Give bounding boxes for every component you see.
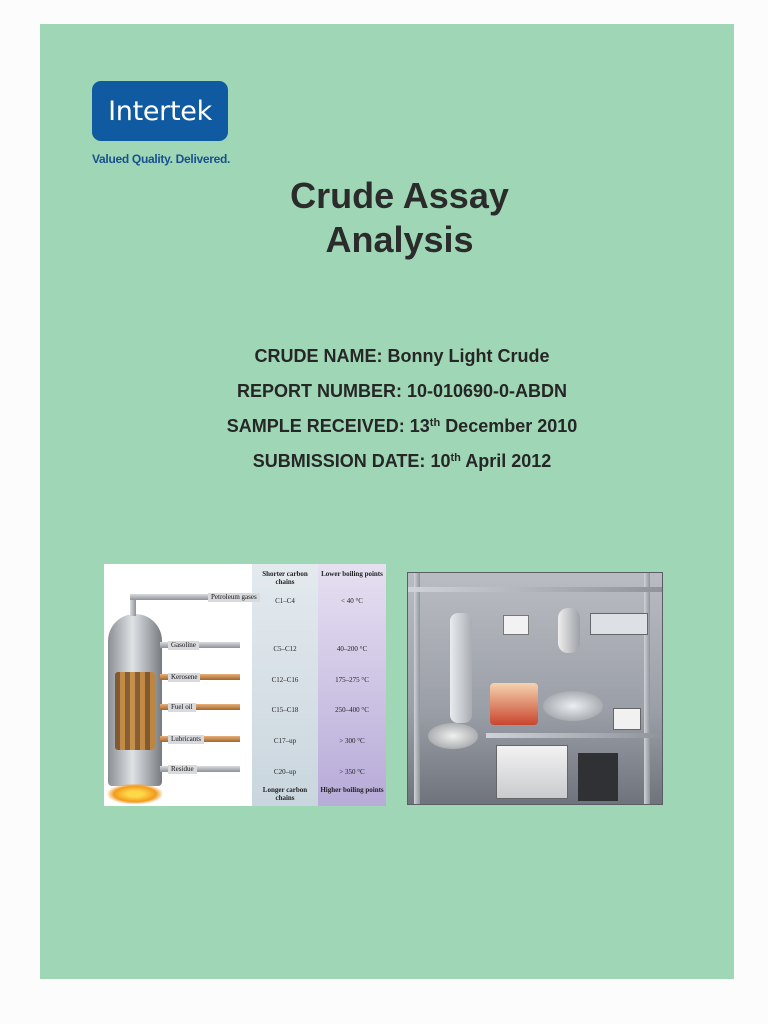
lab-apparatus-photo (407, 572, 663, 805)
title-line-1: Crude Assay (290, 175, 509, 216)
chain-cell: C17–up (273, 737, 297, 745)
boiling-cell: 40–200 °C (336, 645, 368, 653)
tower-trays (115, 672, 155, 750)
report-number-row (40, 374, 764, 409)
submission-date-row (40, 444, 764, 479)
page-title (40, 174, 734, 262)
sample-received-label: SAMPLE RECEIVED: (226, 416, 405, 436)
chains-header: Shorter carbon chains (262, 570, 308, 586)
photo-heating-mantle (543, 691, 603, 721)
photo-frame-post (414, 573, 420, 804)
photo-dark-unit (578, 753, 618, 801)
label-fuel-oil: Fuel oil (168, 703, 196, 712)
label-petroleum-gases: Petroleum gases (208, 593, 260, 602)
crude-name-row (40, 339, 764, 374)
boiling-cell: < 40 °C (341, 597, 363, 605)
boiling-cell: 250–400 °C (335, 706, 369, 714)
submission-date-suffix: th (450, 452, 461, 464)
sample-received-day: 13 (409, 416, 430, 436)
boiling-footer: Higher boiling points (320, 786, 384, 794)
label-lubricants: Lubricants (168, 735, 204, 744)
boiling-cell: > 350 °C (339, 768, 365, 776)
boiling-header: Lower boiling points (321, 570, 383, 578)
sample-received-row (40, 409, 764, 444)
crude-name-value: Bonny Light Crude (387, 346, 550, 366)
boiling-cell: > 300 °C (339, 737, 365, 745)
photo-small-box (613, 708, 641, 730)
chain-cell: C15–C18 (271, 706, 299, 714)
photo-bowl (428, 723, 478, 749)
report-number-label: REPORT NUMBER: (236, 381, 402, 401)
photo-column (450, 613, 472, 723)
label-kerosene: Kerosene (168, 673, 200, 682)
submission-date-rest: April 2012 (465, 451, 552, 471)
chain-cell: C1–C4 (275, 597, 295, 605)
photo-base-unit (496, 745, 568, 799)
sample-received-rest: December 2010 (445, 416, 578, 436)
submission-date-day: 10 (430, 451, 451, 471)
report-number-value: 10-010690-0-ABDN (406, 381, 568, 401)
photo-frame-rail (408, 587, 662, 592)
logo-text: Intertek (108, 95, 212, 127)
furnace-flame (108, 784, 162, 804)
chain-cell: C12–C16 (271, 676, 299, 684)
sample-received-suffix: th (429, 417, 441, 429)
report-cover (40, 24, 734, 979)
chain-cell: C5–C12 (273, 645, 297, 653)
chain-cell: C20–up (273, 768, 297, 776)
boiling-cell: 175–275 °C (335, 676, 369, 684)
photo-controller (590, 613, 648, 635)
photo-panel (503, 615, 529, 635)
photo-flasks (490, 683, 538, 725)
report-details (40, 339, 764, 479)
photo-vessel (558, 608, 580, 653)
photo-frame-post (644, 573, 650, 804)
submission-date-label: SUBMISSION DATE: (252, 451, 426, 471)
label-gasoline: Gasoline (168, 641, 199, 650)
chains-footer: Longer carbon chains (262, 786, 308, 802)
title-line-2: Analysis (325, 219, 474, 260)
label-residue: Residue (168, 765, 197, 774)
distillation-diagram (104, 564, 386, 806)
brand-tagline: Valued Quality. Delivered. (92, 152, 231, 166)
photo-frame-rail (486, 733, 662, 738)
intertek-logo (92, 81, 228, 141)
crude-name-label: CRUDE NAME: (254, 346, 383, 366)
